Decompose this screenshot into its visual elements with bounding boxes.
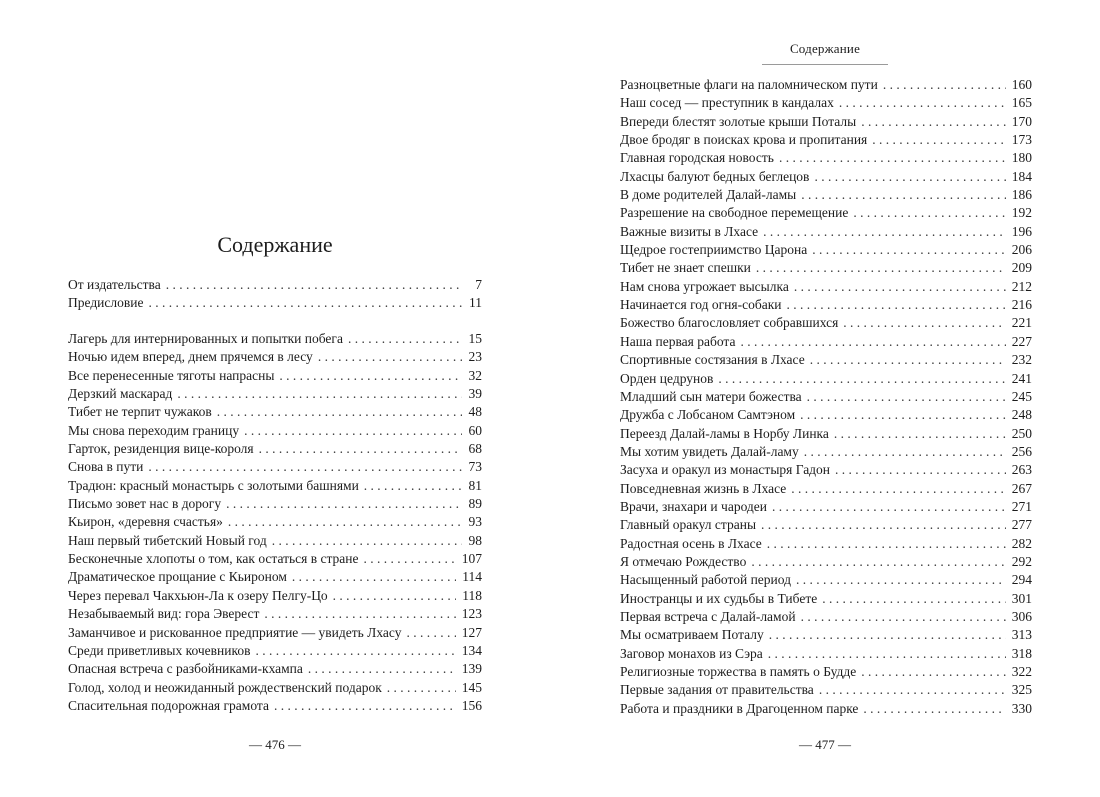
toc-title: Содержание [217, 232, 333, 257]
toc-entry-page-number: 232 [1011, 352, 1032, 368]
toc-entry-title: Младший сын матери божества [620, 388, 802, 404]
dot-leader [794, 278, 1006, 296]
toc-entry [620, 443, 1032, 461]
toc-entry [68, 697, 482, 715]
toc-entry-page-number: 277 [1011, 517, 1032, 533]
toc-entry [620, 480, 1032, 498]
toc-entry-page-number: 114 [462, 569, 482, 585]
toc-entry-title: Наш первый тибетский Новый год [68, 532, 267, 548]
toc-entry-page-number: 81 [468, 477, 482, 493]
toc-entry-title: Наша первая работа [620, 333, 736, 349]
toc-entry-page-number: 322 [1011, 664, 1032, 679]
toc-entry-page-number: 93 [468, 514, 482, 530]
dot-leader [779, 149, 1006, 167]
toc-entry-title: Заманчивое и рискованное предприятие — увидеть Лхасу [68, 624, 402, 640]
toc-entry-page-number: 165 [1011, 95, 1032, 111]
toc-entry-page-number: 212 [1011, 278, 1032, 294]
toc-entry-page-number: 98 [468, 532, 482, 548]
toc-entry [620, 149, 1032, 167]
dot-leader [148, 294, 462, 312]
toc-entry [68, 458, 482, 476]
toc-entry-title: Заговор монахов из Сэра [620, 645, 763, 661]
toc-entry [620, 461, 1032, 479]
dot-leader [348, 330, 462, 348]
toc-entry [620, 186, 1032, 204]
toc-entry-page-number: 325 [1011, 682, 1032, 698]
dot-leader [786, 296, 1005, 314]
toc-entry-title: Бесконечные хлопоты о том, как остаться в стране [68, 551, 359, 567]
toc-entry-title: Гарток, резиденция вице-короля [68, 441, 254, 457]
toc-entry-title: Переезд Далай-ламы в Норбу Линка [620, 425, 829, 441]
toc-entry-title: Предисловие [68, 295, 144, 311]
dot-leader [863, 700, 1005, 718]
toc-entry [620, 535, 1032, 553]
toc-entry-page-number: 68 [468, 441, 482, 457]
dot-leader [772, 498, 1006, 516]
toc-entry [620, 370, 1032, 388]
toc-entry-title: Письмо зовет нас в дорогу [68, 496, 222, 512]
toc-entry-page-number: 89 [468, 496, 482, 512]
toc-entry-title: Спортивные состязания в Лхасе [620, 352, 805, 368]
toc-entry-page-number: 216 [1011, 297, 1032, 313]
toc-entry [68, 642, 482, 660]
toc-entry-page-number: 173 [1011, 132, 1032, 148]
dot-leader [308, 660, 456, 678]
dot-leader [364, 550, 456, 568]
toc-entry-page-number: 250 [1011, 425, 1032, 441]
toc-entry-page-number: 180 [1011, 150, 1032, 166]
toc-entry-page-number: 267 [1011, 480, 1032, 496]
toc-entry-page-number: 48 [468, 404, 482, 420]
toc-entry [68, 403, 482, 421]
toc-entry [620, 296, 1032, 314]
toc-entry-page-number: 209 [1011, 260, 1032, 276]
toc-entry-title: Иностранцы и их судьбы в Тибете [620, 590, 818, 606]
toc-entry-page-number: 15 [468, 331, 482, 346]
toc-entry [68, 624, 482, 642]
toc-entry-title: Разрешение на свободное перемещение [620, 205, 849, 221]
dot-leader [264, 605, 455, 623]
dot-leader [835, 461, 1006, 479]
toc-entry-page-number: 156 [461, 697, 482, 713]
dot-leader [763, 223, 1006, 241]
toc-entry-page-number: 241 [1011, 370, 1032, 386]
toc-entry-page-number: 186 [1011, 187, 1032, 203]
dot-leader [228, 513, 462, 531]
dot-leader [279, 367, 462, 385]
toc-entry [68, 367, 482, 385]
toc-entry [620, 645, 1032, 663]
dot-leader [796, 571, 1006, 589]
toc-entry [68, 550, 482, 568]
toc-entry-page-number: 127 [461, 624, 482, 640]
page-number: — 477 — [799, 737, 851, 752]
toc-entry [620, 131, 1032, 149]
toc-entry [68, 660, 482, 678]
dot-leader [274, 697, 456, 715]
toc-entry-page-number: 145 [461, 679, 482, 695]
toc-entry-page-number: 318 [1011, 645, 1032, 661]
dot-leader [810, 351, 1006, 369]
toc-front-matter-list [68, 276, 482, 313]
toc-entry-title: Традюн: красный монастырь с золотыми башнями [68, 477, 359, 493]
dot-leader [292, 568, 456, 586]
toc-entry [620, 406, 1032, 424]
toc-entry-page-number: 294 [1011, 572, 1032, 588]
dot-leader [883, 76, 1006, 94]
dot-leader [148, 458, 462, 476]
toc-entry-page-number: 206 [1011, 242, 1032, 258]
toc-entry [620, 204, 1032, 222]
toc-entry [620, 553, 1032, 571]
toc-entry [620, 700, 1032, 718]
toc-entry [68, 513, 482, 531]
dot-leader [751, 553, 1005, 571]
toc-entry-title: Начинается год огня-собаки [620, 297, 782, 313]
toc-entry [620, 590, 1032, 608]
toc-entry-title: Работа и праздники в Драгоценном парке [620, 700, 859, 716]
toc-chapter-list [68, 330, 482, 715]
toc-entry-title: Я отмечаю Рождество [620, 553, 747, 569]
toc-entry-title: Божество благословляет собравшихся [620, 315, 839, 331]
toc-entry-title: Разноцветные флаги на паломническом пути [620, 77, 878, 92]
toc-entry-title: Мы снова переходим границу [68, 422, 240, 438]
dot-leader [804, 443, 1006, 461]
toc-entry-page-number: 282 [1011, 535, 1032, 551]
dot-leader [406, 624, 455, 642]
dot-leader [861, 113, 1006, 131]
toc-entry-title: Тибет не знает спешки [620, 260, 751, 276]
toc-entry [620, 113, 1032, 131]
toc-entry [620, 571, 1032, 589]
toc-entry-page-number: 134 [461, 642, 482, 658]
running-head: Содержание [789, 41, 861, 56]
dot-leader [166, 276, 462, 294]
toc-entry-page-number: 306 [1011, 608, 1032, 624]
dot-leader [333, 587, 457, 605]
toc-entry-page-number: 271 [1011, 498, 1032, 514]
toc-entry-title: Повседневная жизнь в Лхасе [620, 480, 787, 496]
toc-entry-title: Опасная встреча с разбойниками-кхампа [68, 661, 303, 677]
toc-entry-title: Дерзкий маскарад [68, 386, 173, 402]
dot-leader [807, 388, 1006, 406]
toc-entry-title: Врачи, знахари и чародеи [620, 498, 768, 514]
toc-entry-title: Наш сосед — преступник в кандалах [620, 95, 834, 111]
toc-entry [68, 495, 482, 513]
dot-leader [177, 385, 462, 403]
dot-leader [718, 370, 1005, 388]
toc-entry-title: Лагерь для интернированных и попытки побега [68, 331, 343, 346]
dot-leader [801, 186, 1006, 204]
dot-leader [800, 406, 1006, 424]
toc-entry-page-number: 263 [1011, 462, 1032, 478]
toc-entry [620, 333, 1032, 351]
dot-leader [853, 204, 1005, 222]
toc-entry-page-number: 107 [461, 551, 482, 567]
dot-leader [364, 477, 462, 495]
toc-entry-page-number: 139 [461, 661, 482, 677]
toc-chapter-list [620, 76, 1032, 718]
toc-entry-page-number: 170 [1011, 113, 1032, 129]
toc-entry-page-number: 184 [1011, 168, 1032, 184]
toc-entry [620, 681, 1032, 699]
toc-entry-page-number: 227 [1011, 333, 1032, 349]
toc-entry-page-number: 73 [468, 459, 482, 475]
dot-leader [226, 495, 462, 513]
toc-entry-title: Радостная осень в Лхасе [620, 535, 762, 551]
toc-entry-page-number: 11 [469, 295, 482, 311]
toc-entry-page-number: 60 [468, 422, 482, 438]
dot-leader [801, 608, 1006, 626]
dot-leader [767, 535, 1006, 553]
toc-entry [68, 422, 482, 440]
toc-entry-page-number: 192 [1011, 205, 1032, 221]
toc-entry-title: Спасительная подорожная грамота [68, 697, 269, 713]
dot-leader [761, 516, 1006, 534]
toc-entry [620, 168, 1032, 186]
dot-leader [834, 425, 1006, 443]
toc-entry-page-number: 292 [1011, 553, 1032, 569]
toc-entry [68, 440, 482, 458]
toc-entry-title: Щедрое гостеприимство Царона [620, 242, 808, 258]
toc-entry-title: Голод, холод и неожиданный рождественский подарок [68, 679, 382, 695]
toc-entry-page-number: 256 [1011, 443, 1032, 459]
dot-leader [819, 681, 1006, 699]
toc-entry-title: Ночью идем вперед, днем прячемся в лесу [68, 349, 313, 365]
toc-entry-page-number: 123 [461, 606, 482, 622]
toc-entry-title: В доме родителей Далай-ламы [620, 187, 797, 203]
toc-entry-title: Впереди блестят золотые крыши Поталы [620, 113, 857, 129]
toc-entry-title: Двое бродяг в поисках крова и пропитания [620, 132, 868, 148]
toc-entry-title: От издательства [68, 277, 161, 292]
toc-entry-title: Тибет не терпит чужаков [68, 404, 212, 420]
toc-entry [620, 498, 1032, 516]
toc-entry [620, 626, 1032, 644]
toc-entry-title: Засуха и оракул из монастыря Гадон [620, 462, 831, 478]
toc-entry-title: Первая встреча с Далай-ламой [620, 608, 796, 624]
toc-entry [620, 223, 1032, 241]
toc-entry-title: Лхасцы балуют бедных беглецов [620, 168, 810, 184]
toc-entry [620, 76, 1032, 94]
toc-entry-page-number: 39 [468, 386, 482, 402]
toc-entry-title: Насыщенный работой период [620, 572, 791, 588]
dot-leader [259, 440, 462, 458]
dot-leader [791, 480, 1005, 498]
toc-entry-title: Дружба с Лобсаном Самтэном [620, 407, 796, 423]
dot-leader [387, 679, 456, 697]
dot-leader [740, 333, 1005, 351]
toc-entry-title: Снова в пути [68, 459, 144, 475]
dot-leader [872, 131, 1005, 149]
toc-entry-title: Орден цедрунов [620, 370, 714, 386]
toc-entry-title: Главный оракул страны [620, 517, 757, 533]
toc-entry-page-number: 23 [468, 349, 482, 365]
toc-entry [620, 663, 1032, 681]
toc-entry-title: Драматическое прощание с Кьироном [68, 569, 287, 585]
toc-entry-page-number: 196 [1011, 223, 1032, 239]
toc-entry [68, 568, 482, 586]
right-page [550, 0, 1100, 797]
dot-leader [769, 626, 1006, 644]
toc-entry-title: Через перевал Чакхьюн-Ла к озеру Пелгу-Цо [68, 587, 328, 603]
toc-entry-title: Религиозные торжества в память о Будде [620, 664, 857, 679]
toc-entry-page-number: 301 [1011, 590, 1032, 606]
toc-entry [620, 351, 1032, 369]
toc-entry-page-number: 118 [462, 587, 482, 603]
toc-entry [68, 532, 482, 550]
dot-leader [861, 663, 1005, 681]
toc-entry [620, 425, 1032, 443]
toc-entry [68, 385, 482, 403]
toc-entry [620, 259, 1032, 277]
dot-leader [256, 642, 456, 660]
toc-entry-title: Мы осматриваем Поталу [620, 627, 764, 643]
dot-leader [814, 168, 1005, 186]
toc-entry-title: Незабываемый вид: гора Эверест [68, 606, 260, 622]
toc-entry-page-number: 160 [1011, 77, 1032, 92]
toc-entry-title: Нам снова угрожает высылка [620, 278, 789, 294]
dot-leader [839, 94, 1006, 112]
toc-entry-title: Кьирон, «деревня счастья» [68, 514, 223, 530]
page-number: — 476 — [249, 737, 301, 752]
dot-leader [822, 590, 1006, 608]
toc-entry [620, 608, 1032, 626]
toc-entry-page-number: 221 [1011, 315, 1032, 331]
dot-leader [318, 348, 462, 366]
dot-leader [244, 422, 462, 440]
toc-entry-title: Все перенесенные тяготы напрасны [68, 367, 275, 383]
dot-leader [843, 314, 1005, 332]
toc-entry-title: Первые задания от правительства [620, 682, 814, 698]
toc-entry [68, 679, 482, 697]
toc-entry [68, 294, 482, 312]
toc-entry [68, 348, 482, 366]
toc-entry-title: Мы хотим увидеть Далай-ламу [620, 443, 799, 459]
dot-leader [812, 241, 1006, 259]
toc-entry [68, 276, 482, 294]
toc-entry [620, 278, 1032, 296]
toc-entry [68, 330, 482, 348]
toc-entry [68, 605, 482, 623]
toc-entry [620, 314, 1032, 332]
toc-entry-page-number: 245 [1011, 388, 1032, 404]
toc-entry-page-number: 330 [1011, 700, 1032, 716]
toc-entry [620, 516, 1032, 534]
toc-entry [68, 587, 482, 605]
toc-entry [620, 388, 1032, 406]
toc-entry-page-number: 7 [475, 277, 482, 292]
toc-entry-page-number: 248 [1011, 407, 1032, 423]
dot-leader [217, 403, 462, 421]
toc-entry-title: Важные визиты в Лхасе [620, 223, 759, 239]
toc-entry [620, 241, 1032, 259]
dot-leader [768, 645, 1006, 663]
toc-entry [68, 477, 482, 495]
running-head-rule [762, 64, 888, 65]
dot-leader [272, 532, 462, 550]
toc-entry-title: Главная городская новость [620, 150, 774, 166]
toc-entry [620, 94, 1032, 112]
toc-entry-page-number: 32 [468, 367, 482, 383]
toc-entry-title: Среди приветливых кочевников [68, 642, 251, 658]
toc-entry-page-number: 313 [1011, 627, 1032, 643]
dot-leader [756, 259, 1006, 277]
